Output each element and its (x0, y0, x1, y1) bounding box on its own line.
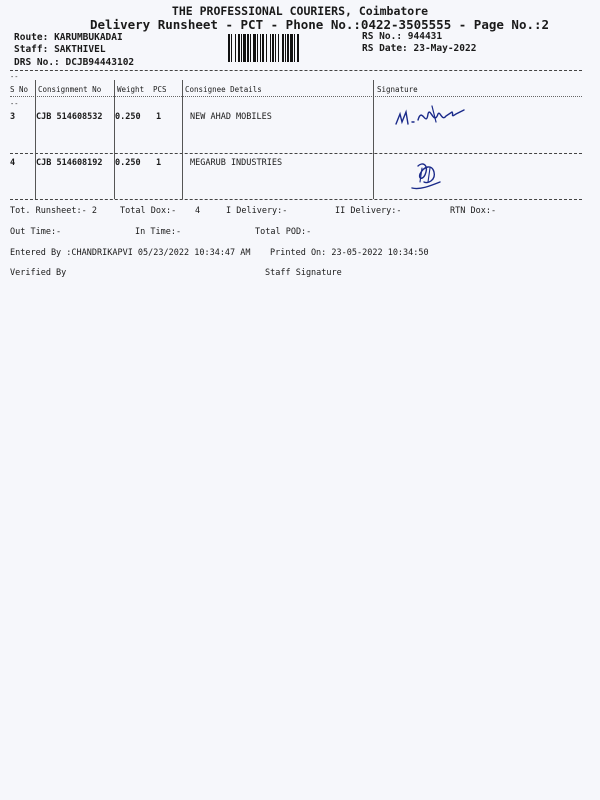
row-separator (10, 153, 582, 154)
rs-no-line (362, 31, 442, 42)
printed-on: Printed On: 23-05-2022 10:34:50 (270, 248, 429, 258)
rtn-dox: RTN Dox:- (450, 206, 497, 216)
column-header: Consignment No (38, 85, 102, 94)
column-header-rule (10, 96, 582, 97)
drs-label: DRS No.: (14, 57, 60, 68)
column-header: Signature (377, 85, 418, 94)
rs-date-label: RS Date: (362, 43, 408, 54)
row-weight: 0.250 (115, 158, 141, 168)
row-pcs: 1 (156, 158, 162, 168)
total-pod: Total POD:- (255, 227, 312, 237)
row-marker: -- (10, 100, 19, 108)
rs-no-value: 944431 (407, 31, 443, 42)
column-divider (182, 80, 183, 199)
column-divider (373, 80, 374, 199)
barcode-bar (299, 34, 300, 62)
column-header: S No (10, 85, 29, 94)
row-sno: 4 (10, 158, 16, 168)
row-sno: 3 (10, 112, 16, 122)
staff-label: Staff: (14, 44, 49, 55)
rs-date-line (362, 43, 476, 54)
rs-date-value: 23-May-2022 (413, 43, 477, 54)
ii-delivery: II Delivery:- (335, 206, 402, 216)
row-consignee: NEW AHAD MOBILES (190, 112, 272, 122)
verified-by: Verified By (10, 268, 67, 278)
column-header: Consignee Details (185, 85, 262, 94)
out-time: Out Time:- (10, 227, 62, 237)
signature-image (408, 160, 448, 194)
in-time: In Time:- (135, 227, 182, 237)
staff-value: SAKTHIVEL (54, 44, 106, 55)
company-title: THE PROFESSIONAL COURIERS, Coimbatore (171, 4, 429, 18)
drs-line (14, 57, 134, 68)
column-divider (114, 80, 115, 199)
barcode (228, 34, 352, 62)
runsheet-title: Delivery Runsheet - PCT - Phone No.:0422-3505555 - Page No.:2 (90, 17, 550, 32)
total-dox-label: Total Dox:- (120, 206, 177, 216)
rs-no-label: RS No.: (362, 31, 403, 42)
route-value: KARUMBUKADAI (54, 32, 123, 43)
column-header: Weight (117, 85, 145, 94)
drs-value: DCJB94443102 (65, 57, 135, 68)
staff-line (14, 44, 106, 55)
header-rule (10, 70, 582, 71)
total-dox-value: 4 (195, 206, 201, 216)
row-marker: -- (10, 73, 19, 81)
entered-by: Entered By :CHANDRIKAPVI 05/23/2022 10:34:47 AM (10, 248, 251, 258)
column-divider (35, 80, 36, 199)
column-header: PCS (153, 85, 167, 94)
i-delivery: I Delivery:- (226, 206, 288, 216)
row-weight: 0.250 (115, 112, 141, 122)
signature-image (392, 100, 472, 136)
route-line (14, 32, 123, 43)
row-pcs: 1 (156, 112, 162, 122)
row-consignee: MEGARUB INDUSTRIES (190, 158, 283, 168)
table-bottom-rule (10, 199, 582, 200)
staff-signature: Staff Signature (265, 268, 342, 278)
row-consignment: CJB 514608192 (36, 158, 103, 168)
row-consignment: CJB 514608532 (36, 112, 103, 122)
tot-runsheet: Tot. Runsheet:- 2 (10, 206, 97, 216)
route-label: Route: (14, 32, 49, 43)
